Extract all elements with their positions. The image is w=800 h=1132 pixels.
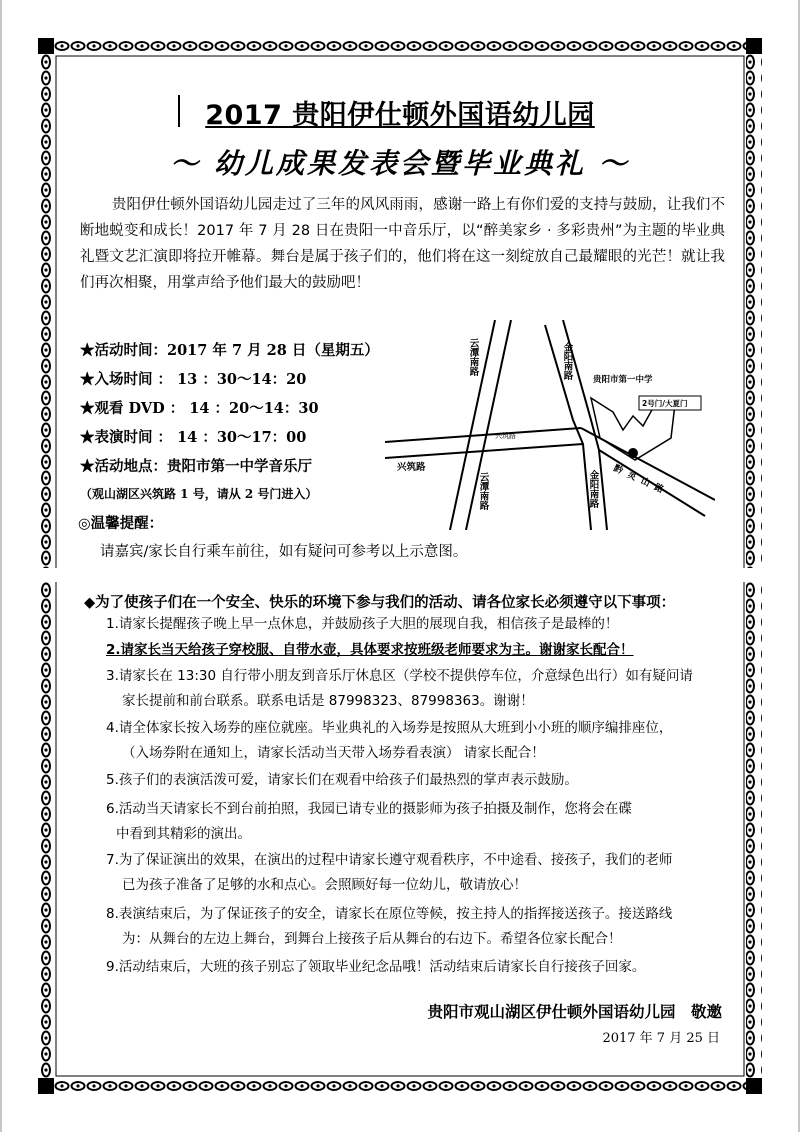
entry-time: ★入场时间 ： 13 ：30～14：20 [80,371,307,388]
map-label-xingzhu-small: 兴筑路 [495,432,516,440]
location-map [385,320,715,530]
tips-text: 请嘉宾/家长自行乘车前往，如有疑问可参考以上示意图。 [100,544,468,560]
map-label-school: 贵阳市第一中学 [593,375,653,385]
sub-title: ～ 幼儿成果发表会暨毕业典礼 ～ [170,147,630,180]
map-label-yuntan-north: 云潭南路 [467,338,479,376]
rule-5: 5.孩子们的表演活泼可爱，请家长们在观看中给孩子们最热烈的掌声表示鼓励。 [106,772,578,788]
rule-3: 3.请家长在 13:30 自行带小朋友到音乐厅休息区（学校不提供停车位，介意绿色出行）如有疑问请 家长提前和前台联系。联系电话是 87998323、87998363。谢谢！ [106,668,693,709]
rule-9: 9.活动结束后，大班的孩子别忘了领取毕业纪念品哦！活动结束后请家长自行接孩子回家。 [106,959,646,975]
rule-8: 8.表演结束后，为了保证孩子的安全，请家长在原位等候，按主持人的指挥接送孩子。接送路线 为：从舞台的左边上舞台，到舞台上接孩子后从舞台的右边下。希望各位家长配合！ [106,906,673,947]
rule-1: 1.请家长提醒孩子晚上早一点休息，并鼓励孩子大胆的展现自我，相信孩子是最棒的！ [106,616,619,632]
road-xingzhu-edge-a [385,428,581,442]
map-label-gate: 2号门/大夏门 [642,399,688,408]
dvd-time: ★观看 DVD ： 14 ：20～14：30 [80,400,319,417]
map-label-xingzhu: 兴筑路 [397,462,426,473]
location: ★活动地点：贵阳市第一中学音乐厅 [80,458,312,475]
gate-marker [628,448,638,458]
address: （观山湖区兴筑路 1 号，请从 2 号门进入） [80,487,318,501]
map-label-jinyang-north: 金阳南路 [561,342,573,380]
date: 2017 年 7 月 25 日 [602,1031,720,1046]
activity-time: ★活动时间：2017 年 7 月 28 日（星期五） [80,342,379,359]
event-info [80,336,390,502]
show-time: ★表演时间 ： 14 ：30～17：00 [80,429,307,446]
intro-paragraph: 贵阳伊仕顿外国语幼儿园走过了三年的风风雨雨，感谢一路上有你们爱的支持与鼓励，让我们不断地蜕变和成长！2017 年 7 月 28 日在贵阳一中音乐厅，以“醉美家乡 · 多彩贵州”为主题的毕业典礼暨文艺汇演即将拉开帷幕。舞台是属于孩子们的，他们将在这一刻绽放自己最耀眼的光芒！就让我们再次相聚，用掌声给予他们最大的鼓励吧！ [80,197,725,291]
rules-title: ◆为了使孩子们在一个安全、快乐的环境下参与我们的活动、请各位家长必须遵守以下事项： [84,595,676,611]
tips-title: ◎温馨提醒： [78,516,164,532]
rule-4: 4.请全体家长按入场券的座位就座。毕业典礼的入场券是按照从大班到小小班的顺序编排座位， （入场券附在通知上，请家长活动当天带入场券看表演） 请家长配合！ [106,720,673,761]
rule-7: 7.为了保证演出的效果，在演出的过程中请家长遵守观看秩序，不中途看、接孩子，我们的老师 已为孩子准备了足够的水和点心。会照顾好每一位幼儿，敬请放心！ [106,852,673,893]
main-title: 2017 贵阳伊仕顿外国语幼儿园 [205,100,595,131]
map-label-qianling: 黔灵山路 [611,463,671,499]
signature: 贵阳市观山湖区伊仕顿外国语幼儿园 敬邀 [427,1002,722,1021]
map-label-yuntan-south: 云潭南路 [477,472,489,510]
rule-2: 2.请家长当天给孩子穿校服、自带水壶，具体要求按班级老师要求为主。谢谢家长配合！ [106,642,634,658]
rule-6: 6.活动当天请家长不到台前拍照，我园已请专业的摄影师为孩子拍摄及制作，您将会在碟 中看到其精彩的演出。 [106,801,632,842]
map-label-jinyang-south: 金阳南路 [587,470,599,508]
